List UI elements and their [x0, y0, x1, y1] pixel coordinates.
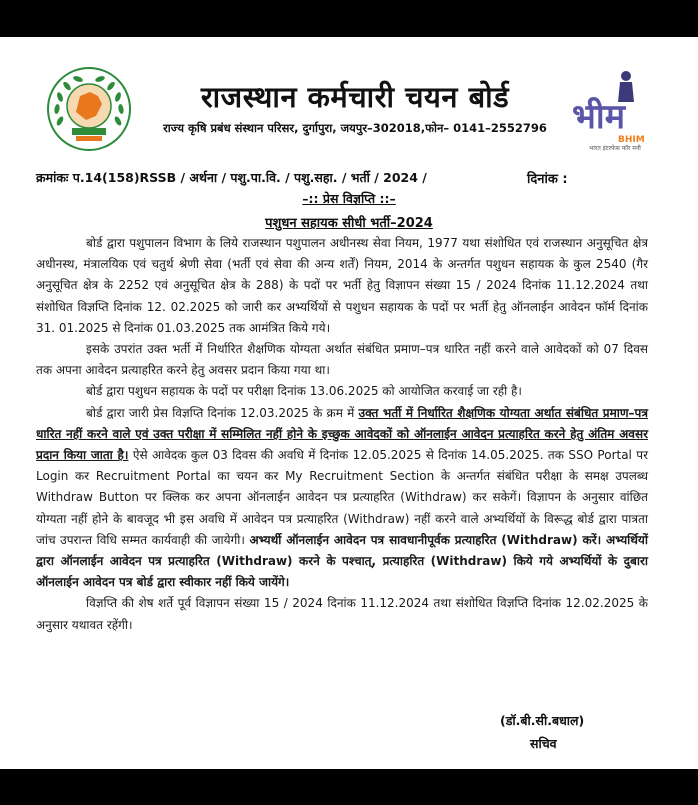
subject-line	[0, 213, 698, 231]
paragraph-4-details: ऐसे आवेदक कुल 03 दिवस की अवधि में दिनांक 12.05.2025 से दिनांक 14.05.2025. तक SSO Portal पर Login कर Recruitment Portal का चयन कर My Recruitment Section के अन्तर्गत संबंधित परीक्षा के समक्ष उपलब्ध Withdraw Button पर क्लिक कर अपना ऑनलाईन आवेदन पत्र प्रत्याहरित (Withdraw) कर सकेगें। विज्ञापन के अनुसार वांछित योग्यता नहीं होने के बावजूद भी इस अवधि में आवेदन पत्र प्रत्याहरित (Withdraw) नहीं करने वाले अभ्यर्थियों के विरूद्ध बोर्ड द्वारा पात्रता जांच उपरान्त विधि सम्मत कार्यवाही की जायेगी।	[36, 448, 648, 547]
rssb-emblem-icon	[46, 66, 132, 152]
paragraph-3: बोर्ड द्वारा पशुधन सहायक के पदों पर परीक्षा दिनांक 13.06.2025 को आयोजित करवाई जा रही है।	[86, 384, 522, 399]
paragraph-2: इसके उपरांत उक्त भर्ती में निर्धारित शैक्षणिक योग्यता अर्थात संबंधित प्रमाण–पत्र धारित नहीं करने वाले आवेदकों को 07 दिवस तक अपना आवेदन प्रत्याहरित करने हेतु अवसर प्रदान किया गया था।	[36, 342, 648, 378]
paragraph-4-highlight: उक्त भर्ती में निर्धारित शैक्षणिक योग्यता अर्थात संबंधित प्रमाण–पत्र धारित नहीं करने वाले एवं उक्त परीक्षा में सम्मिलित नहीं होने के इच्छुक आवेदकों को ऑनलाईन आवेदन प्रत्याहरित करने हेतु अंतिम अवसर प्रदान किया जाता है।	[36, 405, 648, 463]
board-title: राजस्थान कर्मचारी चयन बोर्ड	[200, 80, 510, 114]
paragraph-4-warning: अभ्यर्थी ऑनलाईन आवेदन पत्र सावधानीपूर्वक प्रत्याहरित (Withdraw) करें। अभ्यर्थियों द्वारा ऑनलाईन आवेदन पत्र प्रत्याहरित (Withdraw) करने के पश्चात्, प्रत्याहरित (Withdraw) किये गये अभ्यर्थियों के दुबारा ऑनलाईन आवेदन पत्र बोर्ड द्वारा स्वीकार नहीं किये जायेंगे।	[36, 532, 649, 590]
press-release-heading	[0, 190, 698, 207]
bhim-logo-subtext: BHIM	[618, 135, 645, 145]
signatory-name: (डॉ.बी.सी.बधाल)	[500, 713, 585, 728]
document-page	[0, 37, 698, 769]
paragraph-5: विज्ञप्ति की शेष शर्ते पूर्व विज्ञापन संख्या 15 / 2024 दिनांक 11.12.2024 तथा संशोधित विज्ञप्ति दिनांक 12.02.2025 के अनुसार यथावत रहेंगी।	[36, 596, 648, 632]
bhim-logo-text: भीम	[572, 97, 626, 137]
bhim-tagline: भारत इंटरफेस फॉर मनी	[589, 145, 641, 152]
paragraph-4	[36, 403, 648, 594]
bhim-logo-icon	[566, 62, 666, 152]
date-label: दिनांक :	[527, 172, 568, 187]
subject-text: पशुधन सहायक सीधी भर्ती–2024	[265, 216, 433, 231]
paragraph-4-intro: बोर्ड द्वारा जारी प्रेस विज्ञप्ति दिनांक 12.03.2025 के क्रम में	[86, 405, 359, 420]
board-address: राज्य कृषि प्रबंध संस्थान परिसर, दुर्गापुरा, जयपुर–302018,फोन– 0141–2552796	[163, 121, 547, 135]
reference-number: क्रमांकः प.14(158)RSSB / अर्थना / पशु.पा.वि. / पशु.सहा. / भर्ती / 2024 /	[36, 170, 427, 185]
signatory-designation: सचिव	[530, 736, 557, 751]
press-release-heading-text: –:: प्रेस विज्ञप्ति ::–	[302, 191, 396, 206]
paragraph-1: बोर्ड द्वारा पशुपालन विभाग के लिये राजस्थान पशुपालन अधीनस्थ सेवा नियम, 1977 यथा संशोधित एवं राजस्थान अनुसूचित क्षेत्र अधीनस्थ, मंत्रालयिक एवं चतुर्थ श्रेणी सेवा (भर्ती एवं सेवा की अन्य शर्तें) नियम, 2014 के अन्तर्गत पशुधन सहायक के कुल 2540 (गैर अनुसूचित क्षेत्र के 2252 एवं अनुसूचित क्षेत्र के 288) के पदों पर भर्ती हेतु विज्ञापन संख्या 15 / 2024 दिनांक 11.12.2024 तथा संशोधित विज्ञप्ति दिनांक 12. 02.2025 को जारी कर अभ्यर्थियों से पशुधन सहायक के पदों पर भर्ती हेतु ऑनलाईन आवेदन फॉर्म दिनांक 31. 01.2025 से दिनांक 01.03.2025 तक आमंत्रित किये गये।	[36, 236, 648, 335]
document-body	[36, 233, 648, 636]
